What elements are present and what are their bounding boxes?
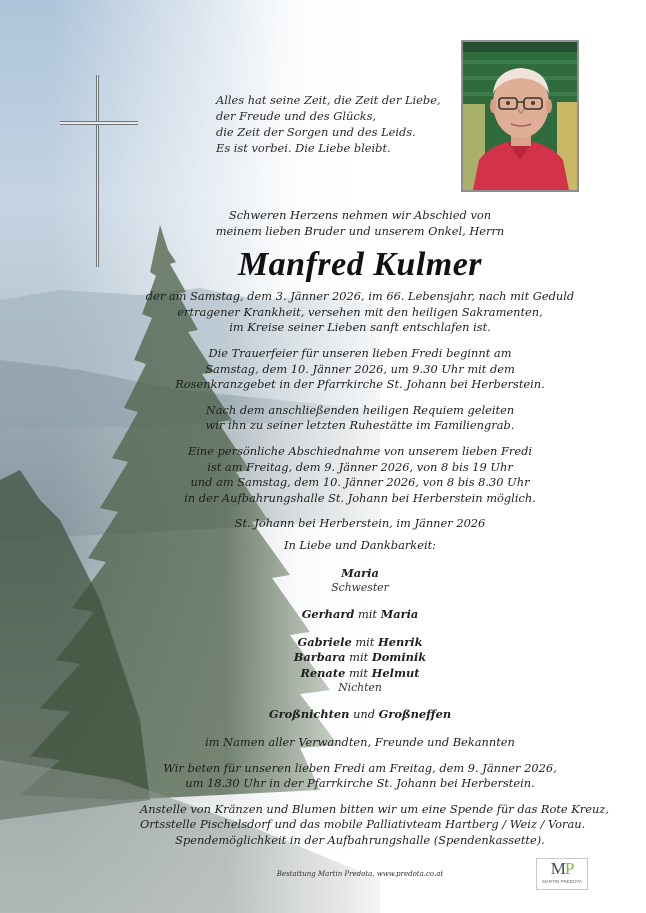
logo-mark-m: M <box>550 859 565 878</box>
mourner-grand <box>140 707 580 723</box>
intro <box>140 208 580 239</box>
verse-line: die Zeit der Sorgen und des Leids. <box>216 125 416 139</box>
mourner-couple <box>140 607 580 623</box>
deceased-name: Manfred Kulmer <box>237 246 483 284</box>
verse-line: Es ist vorbei. Die Liebe bleibt. <box>216 141 391 155</box>
viewing-info <box>140 444 580 506</box>
mourner-name: Maria <box>341 565 379 580</box>
intro-line: Schweren Herzens nehmen wir Abschied von <box>228 208 492 222</box>
vigil-line: Samstag, dem 10. Jänner 2026, um 9.30 Uhr mit dem <box>205 361 515 376</box>
viewing-line: und am Samstag, dem 10. Jänner 2026, von 8 bis 8.30 Uhr <box>190 475 530 490</box>
donation-line: Ortsstelle Pischelsdorf und das mobile Palliativteam Hartberg / Weiz / Vorau. <box>140 817 586 832</box>
intro-line: meinem lieben Bruder und unserem Onkel, Herrn <box>215 223 505 238</box>
vigil-line: Rosenkranzgebet in der Pfarrkirche St. Johann bei Herberstein. <box>175 377 545 392</box>
connector: mit <box>357 607 377 622</box>
connector: mit <box>355 634 375 649</box>
mourner-name: Dominik <box>371 650 427 665</box>
viewing-line: ist am Freitag, dem 9. Jänner 2026, von 8 bis 19 Uhr <box>207 459 513 474</box>
portrait-photo <box>461 40 579 192</box>
prayer-info <box>140 761 580 792</box>
viewing-line: Eine persönliche Abschiednahme von unserem lieben Fredi <box>187 443 533 458</box>
relation-label: Schwester <box>331 581 389 595</box>
cross-icon <box>60 75 138 267</box>
vigil-line: Die Trauerfeier für unseren lieben Fredi beginnt am <box>208 345 512 360</box>
mourner-name: Henrik <box>378 634 423 649</box>
mourner-name: Großneffen <box>378 707 452 722</box>
burial-line: wir ihn zu seiner letzten Ruhestätte im Familiengrab. <box>205 418 515 433</box>
donation-line: Spendemöglichkeit in der Aufbahrungshalle (Spendenkassette). <box>175 833 545 848</box>
donation-line: Anstelle von Kränzen und Blumen bitten wir um eine Spende für das Rote Kreuz, <box>140 801 609 816</box>
details-line: ertragener Krankheit, versehen mit den heiligen Sakramenten, <box>177 304 543 319</box>
burial-info <box>140 403 580 434</box>
closing-line: In Liebe und Dankbarkeit: <box>283 537 437 552</box>
mourner-sister <box>140 566 580 596</box>
place-date: St. Johann bei Herberstein, im Jänner 2026 <box>234 516 486 531</box>
mourner-name: Helmut <box>371 665 420 680</box>
mourner-name: Großnichten <box>268 707 350 722</box>
details <box>140 289 580 336</box>
logo-mark-p: P <box>564 859 574 878</box>
relation-label: Nichten <box>338 681 382 695</box>
all-relatives: im Namen aller Verwandten, Freunde und Bekannten <box>205 735 515 750</box>
burial-line: Nach dem anschließenden heiligen Requiem geleiten <box>205 402 515 417</box>
prayer-line: um 18.30 Uhr in der Pfarrkirche St. Johann bei Herberstein. <box>185 776 535 791</box>
verse-line: der Freude und des Glücks, <box>216 109 377 123</box>
notice-body <box>140 208 609 849</box>
details-line: im Kreise seiner Lieben sanft entschlafen ist. <box>229 320 491 335</box>
connector: mit <box>349 650 369 665</box>
prayer-line: Wir beten für unseren lieben Fredi am Freitag, dem 9. Jänner 2026, <box>163 760 557 775</box>
verse-line: Alles hat seine Zeit, die Zeit der Liebe, <box>216 93 441 107</box>
verse <box>216 92 456 156</box>
details-line: der am Samstag, dem 3. Jänner 2026, im 66. Lebensjahr, nach mit Geduld <box>145 289 575 304</box>
connector: und <box>353 707 376 722</box>
connector: mit <box>348 665 368 680</box>
undertaker-logo <box>536 858 588 890</box>
mourner-name: Renate <box>300 665 346 680</box>
undertaker-credit: Bestattung Martin Predota, www.predota.co.at <box>276 870 444 878</box>
mourner-name: Gabriele <box>297 634 352 649</box>
mourner-nieces <box>140 635 580 696</box>
vigil-info <box>140 346 580 393</box>
donation-info <box>140 801 609 849</box>
mourner-name: Gerhard <box>301 607 355 622</box>
logo-subtitle: MARTIN PREDOTA <box>542 879 582 884</box>
mourner-name: Maria <box>380 607 419 622</box>
viewing-line: in der Aufbahrungshalle St. Johann bei Herberstein möglich. <box>184 490 536 505</box>
mourner-name: Barbara <box>293 650 346 665</box>
